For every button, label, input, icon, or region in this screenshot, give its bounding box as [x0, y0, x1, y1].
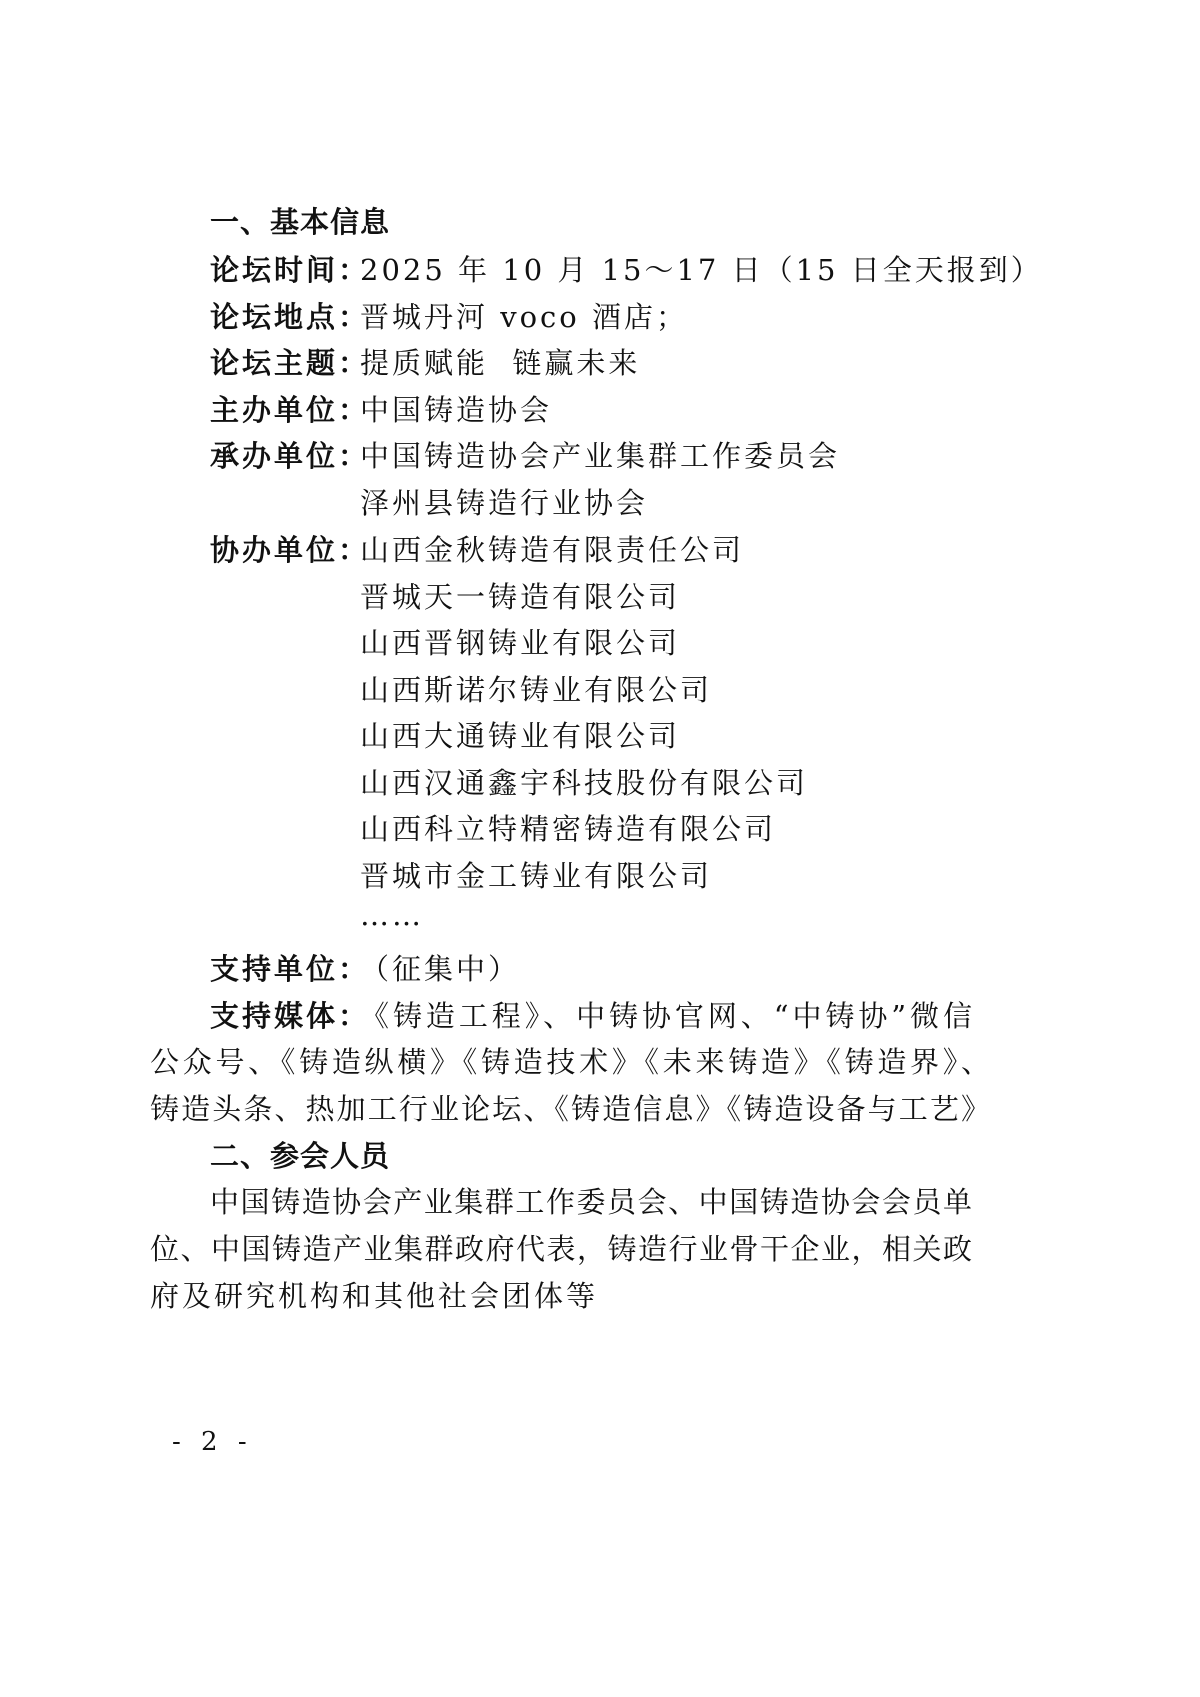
field-value-supporter: （征集中）	[360, 952, 521, 986]
co-organizer-item: 晋城市金工铸业有限公司	[360, 859, 713, 893]
field-label-co-organizer: 协办单位：	[210, 533, 371, 567]
media-line: 铸造头条、热加工行业论坛、《铸造信息》《铸造设备与工艺》	[150, 1092, 990, 1126]
page-number: - 2 -	[172, 1427, 253, 1457]
co-organizer-item: 山西科立特精密铸造有限公司	[360, 812, 777, 846]
organizer-item: 泽州县铸造行业协会	[360, 486, 649, 520]
media-line: 《铸造工程》、中铸协官网、“中铸协”微信	[360, 999, 972, 1033]
field-label-supporter: 支持单位：	[210, 952, 371, 986]
co-organizer-item: 山西大通铸业有限公司	[360, 719, 681, 753]
field-value-theme: 提质赋能 链赢未来	[360, 346, 641, 380]
co-organizer-item: 山西晋钢铸业有限公司	[360, 626, 681, 660]
field-label-time: 论坛时间：	[210, 253, 371, 287]
organizer-item: 中国铸造协会产业集群工作委员会	[360, 439, 841, 473]
field-label-host: 主办单位：	[210, 393, 371, 427]
attendees-line: 府及研究机构和其他社会团体等	[150, 1279, 599, 1313]
attendees-line: 位、中国铸造产业集群政府代表，铸造行业骨干企业，相关政	[150, 1232, 972, 1266]
field-value-time: 2025 年 10 月 15～17 日（15 日全天报到）	[360, 253, 1043, 287]
field-value-host: 中国铸造协会	[360, 393, 553, 427]
section-heading-basic-info: 一、基本信息	[210, 205, 391, 239]
attendees-line: 中国铸造协会产业集群工作委员会、中国铸造协会会员单	[210, 1185, 972, 1219]
field-label-venue: 论坛地点：	[210, 300, 371, 334]
co-organizer-ellipsis: ……	[360, 898, 424, 932]
co-organizer-item: 山西金秋铸造有限责任公司	[360, 533, 745, 567]
section-heading-attendees: 二、参会人员	[210, 1139, 391, 1173]
field-label-media: 支持媒体：	[210, 999, 371, 1033]
field-label-organizer: 承办单位：	[210, 439, 371, 473]
co-organizer-item: 山西斯诺尔铸业有限公司	[360, 673, 713, 707]
field-label-theme: 论坛主题：	[210, 346, 371, 380]
media-line: 公众号、《铸造纵横》《铸造技术》《未来铸造》《铸造界》、	[150, 1045, 990, 1079]
co-organizer-item: 晋城天一铸造有限公司	[360, 580, 681, 614]
co-organizer-item: 山西汉通鑫宇科技股份有限公司	[360, 766, 809, 800]
field-value-venue: 晋城丹河 voco 酒店；	[360, 300, 688, 334]
